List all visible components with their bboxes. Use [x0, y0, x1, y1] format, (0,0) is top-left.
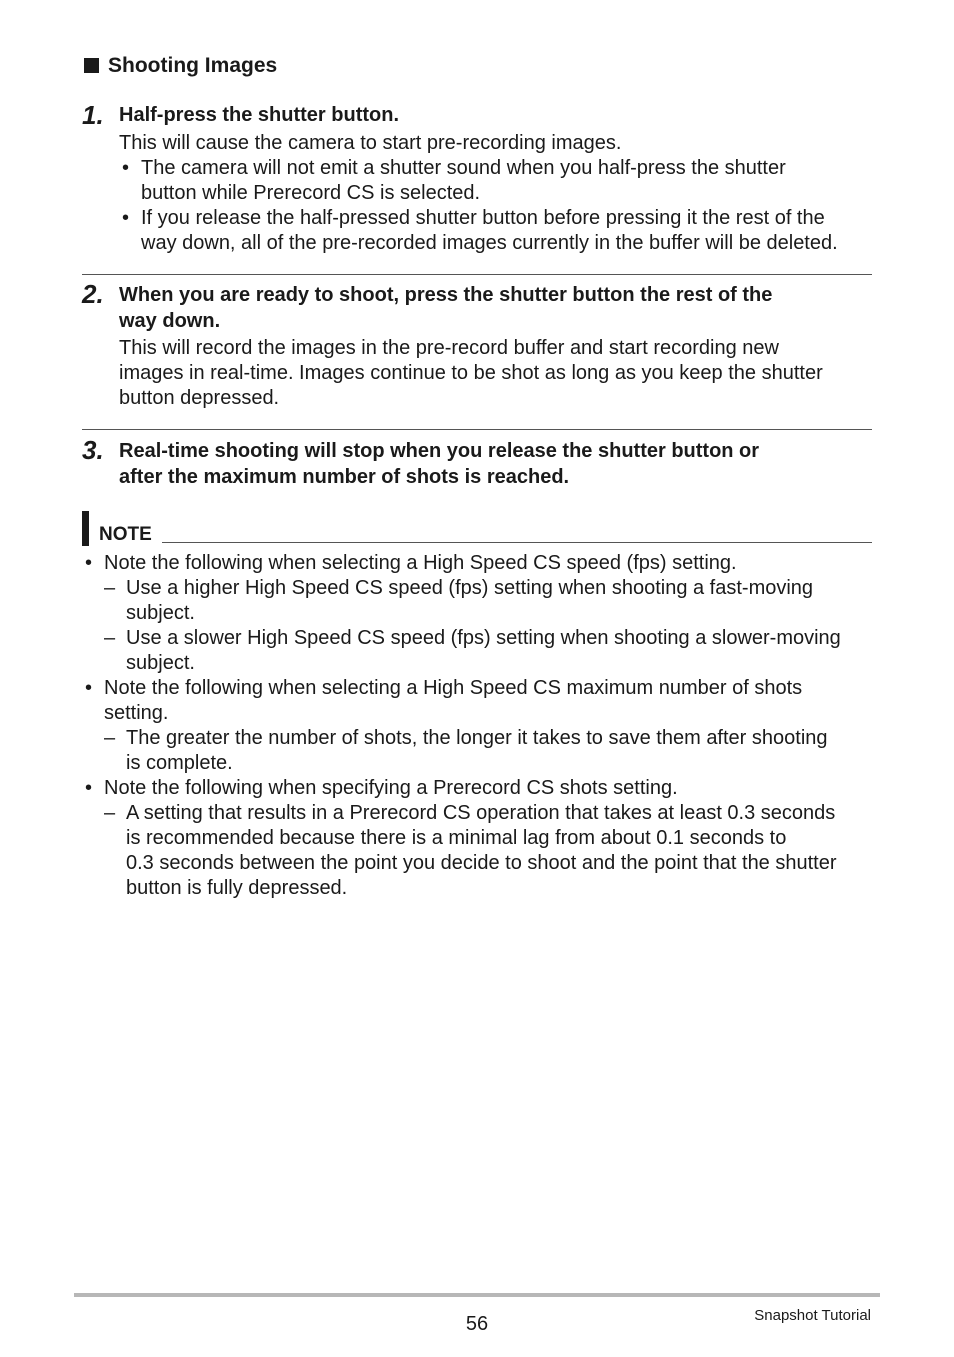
bullet-marker: •	[122, 157, 130, 179]
note-dash-marker: –	[104, 577, 116, 599]
note-subitem-text: The greater the number of shots, the longer it takes to save them after shooting	[126, 727, 828, 749]
step-title: Real-time shooting will stop when you release the shutter button or	[119, 440, 760, 462]
note-bullet-marker: •	[85, 677, 93, 699]
step-number: 3.	[82, 435, 104, 465]
step-number: 1.	[82, 100, 104, 130]
step-divider	[82, 429, 872, 430]
step-title: Half-press the shutter button.	[119, 104, 400, 126]
step-number: 2.	[82, 279, 104, 309]
note-dash-marker: –	[104, 727, 116, 749]
note-bullet-marker: •	[85, 777, 93, 799]
step-body: button depressed.	[119, 387, 280, 409]
step-body: This will cause the camera to start pre-recording images.	[119, 132, 622, 154]
bullet-text: way down, all of the pre-recorded images currently in the buffer will be deleted.	[141, 232, 838, 254]
note-item-text: setting.	[104, 702, 169, 724]
note-subitem-text: Use a higher High Speed CS speed (fps) setting when shooting a fast-moving	[126, 577, 814, 599]
note-item-text: Note the following when specifying a Prerecord CS shots setting.	[104, 777, 678, 799]
note-dash-marker: –	[104, 802, 116, 824]
step-body: This will record the images in the pre-record buffer and start recording new	[119, 337, 779, 359]
step-divider	[82, 274, 872, 275]
note-subitem-text: button is fully depressed.	[126, 877, 348, 899]
footer-rule	[74, 1293, 880, 1297]
note-subitem-text: subject.	[126, 602, 195, 624]
step-title: after the maximum number of shots is reached.	[119, 466, 570, 488]
note-dash-marker: –	[104, 627, 116, 649]
step-title: When you are ready to shoot, press the shutter button the rest of the	[119, 284, 773, 306]
section-title: Shooting Images	[108, 54, 278, 77]
note-bullet-marker: •	[85, 552, 93, 574]
note-label: NOTE	[99, 524, 152, 545]
bullet-text: The camera will not emit a shutter sound when you half-press the shutter	[141, 157, 786, 179]
note-subitem-text: 0.3 seconds between the point you decide to shoot and the point that the shutter	[126, 852, 837, 874]
step-body: images in real-time. Images continue to be shot as long as you keep the shutter	[119, 362, 823, 384]
note-item-text: Note the following when selecting a High Speed CS speed (fps) setting.	[104, 552, 737, 574]
square-bullet-icon	[84, 58, 99, 73]
note-item-text: Note the following when selecting a High Speed CS maximum number of shots	[104, 677, 803, 699]
note-subitem-text: A setting that results in a Prerecord CS operation that takes at least 0.3 seconds	[126, 802, 836, 824]
note-subitem-text: Use a slower High Speed CS speed (fps) setting when shooting a slower-moving	[126, 627, 841, 649]
page-number: 56	[465, 1313, 489, 1335]
bullet-text: If you release the half-pressed shutter button before pressing it the rest of the	[141, 207, 825, 229]
note-divider	[162, 542, 872, 543]
step-title: way down.	[119, 310, 221, 332]
note-bar	[82, 511, 89, 546]
note-subitem-text: is complete.	[126, 752, 233, 774]
note-subitem-text: subject.	[126, 652, 195, 674]
note-subitem-text: is recommended because there is a minimal lag from about 0.1 seconds to	[126, 827, 787, 849]
bullet-marker: •	[122, 207, 130, 229]
section-heading	[84, 54, 277, 78]
bullet-text: button while Prerecord CS is selected.	[141, 182, 481, 204]
footer-section-label: Snapshot Tutorial	[754, 1307, 871, 1324]
